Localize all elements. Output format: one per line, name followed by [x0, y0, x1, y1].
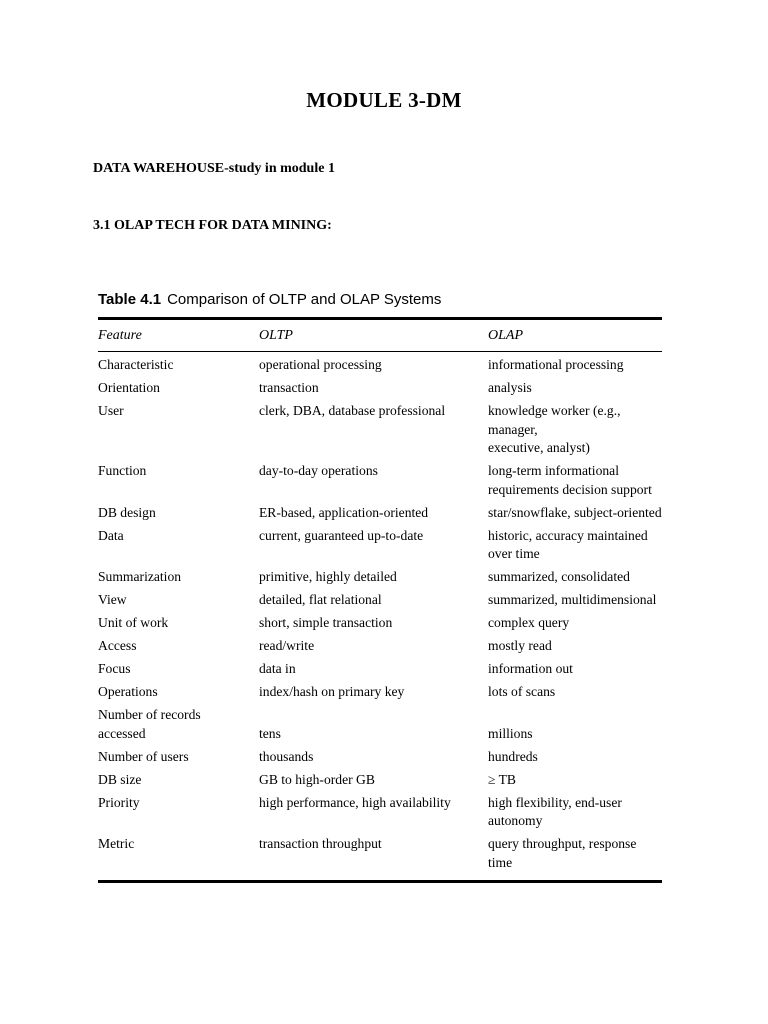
row-oltp: detailed, flat relational — [259, 592, 382, 607]
row-olap: complex query — [488, 615, 570, 630]
row-olap: long-term informational requirements decision support — [488, 463, 652, 497]
table-row — [98, 706, 662, 743]
row-feature: User — [98, 403, 124, 418]
row-olap: hundreds — [488, 748, 538, 764]
row-feature: DB size — [98, 771, 142, 787]
table-row — [98, 835, 662, 872]
row-olap: lots of scans — [488, 684, 556, 699]
row-feature: Unit of work — [98, 615, 169, 630]
row-olap: historic, accuracy maintained over time — [488, 527, 648, 561]
table-row — [98, 568, 662, 587]
row-oltp: primitive, highly detailed — [259, 569, 397, 584]
row-feature: DB design — [98, 504, 156, 520]
section-heading-data-warehouse: DATA WAREHOUSE-study in module 1 — [93, 161, 335, 176]
row-olap: knowledge worker (e.g., manager, executive, analyst) — [488, 403, 621, 455]
table-row — [98, 771, 662, 790]
table-row — [98, 402, 662, 458]
row-oltp: transaction throughput — [259, 836, 382, 851]
row-feature: Operations — [98, 684, 158, 699]
row-oltp: index/hash on primary key — [259, 684, 405, 699]
table-caption — [98, 289, 662, 313]
table-row — [98, 637, 662, 656]
row-olap: informational processing — [488, 357, 624, 372]
table-caption-label: Table 4.1 — [98, 291, 162, 308]
row-oltp: GB to high-order GB — [259, 771, 375, 787]
row-olap: analysis — [488, 380, 532, 395]
row-feature: Data — [98, 527, 124, 543]
row-feature: Priority — [98, 794, 140, 810]
row-olap: ≥ TB — [488, 771, 516, 787]
row-oltp: thousands — [259, 748, 314, 764]
table-row — [98, 614, 662, 633]
table-row — [98, 356, 662, 375]
table-row — [98, 683, 662, 702]
table-body — [98, 352, 662, 872]
row-feature: Metric — [98, 836, 135, 851]
row-oltp: clerk, DBA, database professional — [259, 403, 446, 418]
row-olap: mostly read — [488, 638, 552, 653]
row-olap: summarized, consolidated — [488, 569, 630, 584]
row-feature: Function — [98, 463, 147, 478]
row-olap: query throughput, response time — [488, 836, 637, 870]
row-oltp: transaction — [259, 380, 319, 395]
table-row — [98, 591, 662, 610]
header-feature: Feature — [98, 327, 142, 343]
row-oltp: current, guaranteed up-to-date — [259, 527, 424, 543]
row-feature: Focus — [98, 661, 131, 676]
row-feature: View — [98, 592, 127, 607]
header-oltp: OLTP — [259, 327, 293, 343]
row-feature: Orientation — [98, 380, 160, 395]
row-feature: Number of records accessed — [98, 707, 201, 741]
table-row — [98, 379, 662, 398]
row-oltp: data in — [259, 661, 296, 676]
row-oltp: high performance, high availability — [259, 794, 451, 810]
row-olap: millions — [488, 725, 533, 741]
table-bottom-rule — [98, 880, 662, 883]
table-caption-text: Comparison of OLTP and OLAP Systems — [167, 291, 442, 308]
table-row — [98, 462, 662, 499]
table-header-row — [98, 320, 662, 351]
table-row — [98, 660, 662, 679]
header-olap: OLAP — [488, 327, 523, 343]
row-oltp: ER-based, application-oriented — [259, 504, 429, 520]
table-row — [98, 527, 662, 564]
row-oltp: short, simple transaction — [259, 615, 393, 630]
row-olap: information out — [488, 661, 573, 676]
table-row — [98, 794, 662, 831]
row-oltp: tens — [259, 725, 281, 741]
row-feature: Access — [98, 638, 137, 653]
row-olap: star/snowflake, subject-oriented — [488, 504, 662, 520]
row-oltp: day-to-day operations — [259, 463, 378, 478]
row-olap: summarized, multidimensional — [488, 592, 657, 607]
table-row — [98, 748, 662, 767]
row-feature: Summarization — [98, 569, 182, 584]
row-oltp: read/write — [259, 638, 315, 653]
row-feature: Number of users — [98, 748, 189, 764]
section-heading-olap-tech: 3.1 OLAP TECH FOR DATA MINING: — [93, 218, 332, 233]
page-title: MODULE 3-DM — [306, 88, 462, 112]
table-row — [98, 504, 662, 523]
row-feature: Characteristic — [98, 357, 174, 372]
row-olap: high flexibility, end-user autonomy — [488, 794, 622, 828]
row-oltp: operational processing — [259, 357, 382, 372]
comparison-table — [98, 289, 662, 883]
